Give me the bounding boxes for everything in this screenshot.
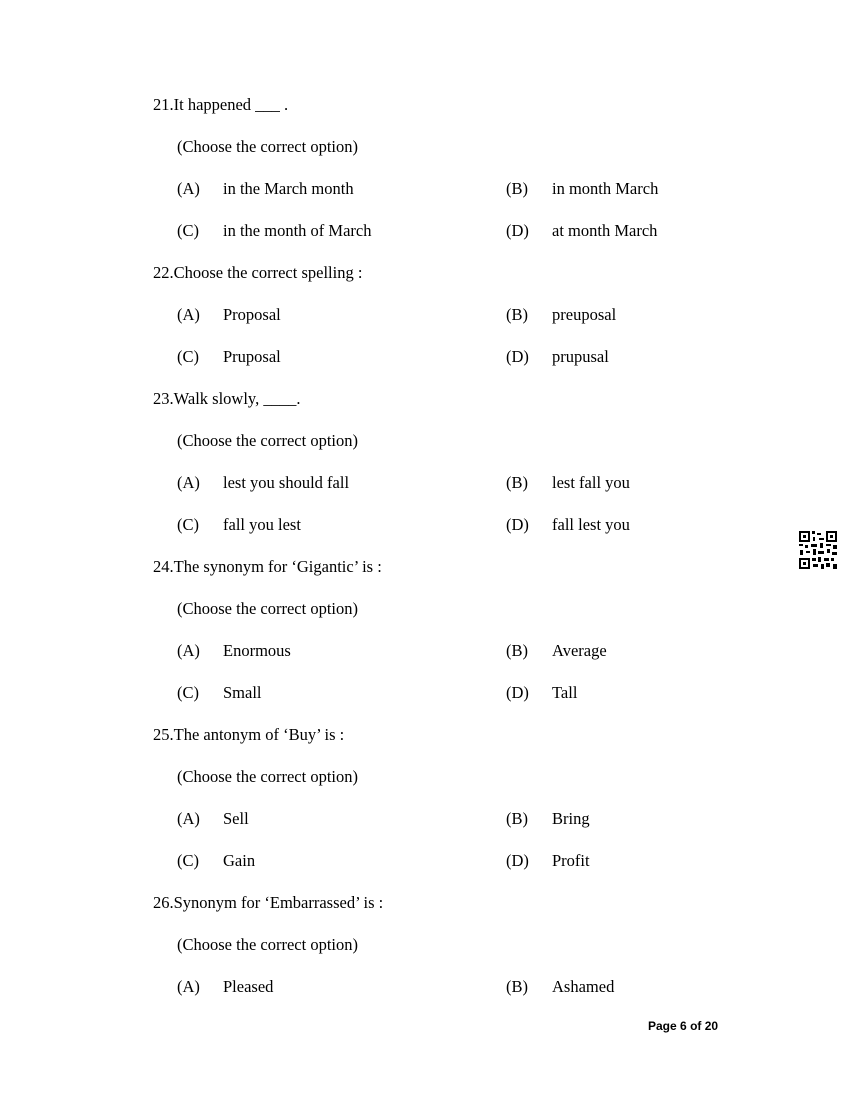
question-26 (153, 893, 383, 913)
option-text: in month March (552, 179, 659, 198)
question-instruction: (Choose the correct option) (177, 431, 358, 450)
option-letter: (B) (506, 641, 528, 660)
option-text: Tall (552, 683, 578, 702)
question-instruction: (Choose the correct option) (177, 767, 358, 786)
option-text: lest you should fall (223, 473, 350, 492)
option-letter: (B) (506, 179, 528, 198)
question-number: 21. (153, 95, 174, 114)
option-text: fall lest you (552, 515, 630, 534)
option-text: preuposal (552, 305, 617, 324)
question-text: The antonym of ‘Buy’ is : (173, 725, 345, 744)
page-number: 6 (680, 1019, 687, 1033)
option-text: at month March (552, 221, 658, 240)
option-letter: (A) (177, 809, 200, 828)
question-number: 23. (153, 389, 174, 408)
question-text: It happened ___ . (173, 95, 289, 114)
option-text: Average (552, 641, 607, 660)
total-pages: 20 (704, 1019, 719, 1033)
option-letter: (A) (177, 977, 200, 996)
option-letter: (B) (506, 977, 528, 996)
option-letter: (C) (177, 221, 199, 240)
option-text: lest fall you (552, 473, 630, 492)
option-text: Small (223, 683, 262, 702)
option-letter: (B) (506, 473, 528, 492)
option-text: Sell (223, 809, 249, 828)
option-letter: (A) (177, 473, 200, 492)
option-text: Gain (223, 851, 256, 870)
question-text: Walk slowly, ____. (173, 389, 301, 408)
option-text: Bring (552, 809, 590, 828)
option-letter: (C) (177, 515, 199, 534)
question-number: 22. (153, 263, 174, 282)
option-letter: (D) (506, 515, 529, 534)
question-text: The synonym for ‘Gigantic’ is : (173, 557, 382, 576)
option-letter: (B) (506, 305, 528, 324)
question-number: 26. (153, 893, 174, 912)
option-text: Pleased (223, 977, 274, 996)
question-number: 25. (153, 725, 174, 744)
option-letter: (B) (506, 809, 528, 828)
option-text: prupusal (552, 347, 609, 366)
page-footer (648, 1019, 718, 1033)
option-letter: (A) (177, 305, 200, 324)
page-label: Page (648, 1019, 677, 1033)
option-text: Pruposal (223, 347, 281, 366)
question-23 (153, 389, 300, 409)
question-25 (153, 725, 344, 745)
option-text: Ashamed (552, 977, 615, 996)
option-letter: (D) (506, 221, 529, 240)
question-text: Synonym for ‘Embarrassed’ is : (173, 893, 384, 912)
option-letter: (A) (177, 641, 200, 660)
question-21 (153, 95, 288, 115)
option-letter: (A) (177, 179, 200, 198)
question-instruction: (Choose the correct option) (177, 599, 358, 618)
option-text: fall you lest (223, 515, 301, 534)
option-text: Profit (552, 851, 590, 870)
option-letter: (C) (177, 347, 199, 366)
qr-code-icon (798, 530, 838, 570)
option-text: Enormous (223, 641, 291, 660)
option-letter: (D) (506, 347, 529, 366)
option-letter: (C) (177, 851, 199, 870)
option-text: in the March month (223, 179, 354, 198)
question-instruction: (Choose the correct option) (177, 935, 358, 954)
question-number: 24. (153, 557, 174, 576)
question-22 (153, 263, 362, 283)
option-letter: (C) (177, 683, 199, 702)
option-letter: (D) (506, 851, 529, 870)
question-24 (153, 557, 382, 577)
of-label: of (690, 1019, 702, 1033)
question-instruction: (Choose the correct option) (177, 137, 358, 156)
question-text: Choose the correct spelling : (173, 263, 363, 282)
option-text: in the month of March (223, 221, 372, 240)
option-letter: (D) (506, 683, 529, 702)
option-text: Proposal (223, 305, 281, 324)
